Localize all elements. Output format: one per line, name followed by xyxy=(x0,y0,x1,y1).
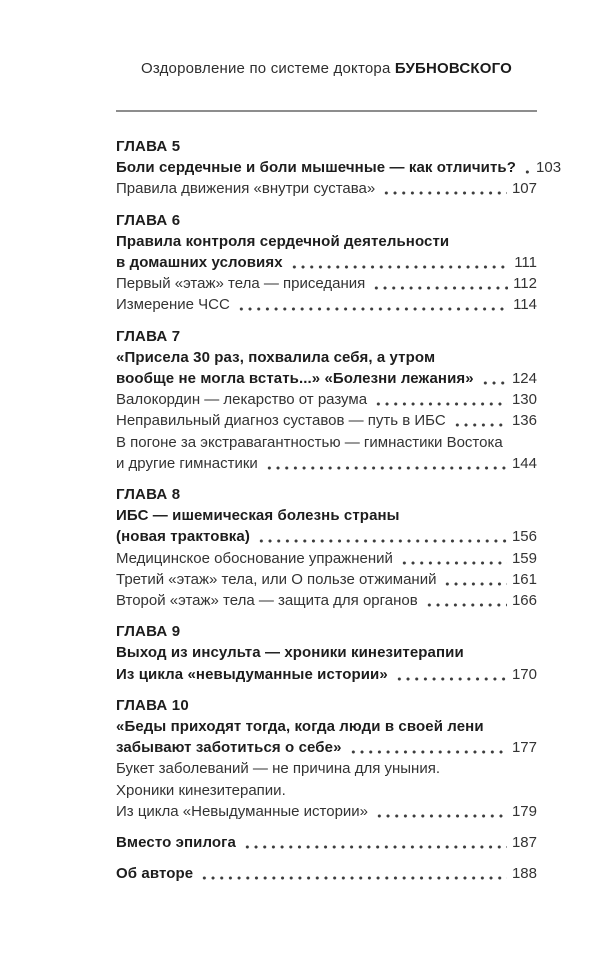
page-number: 156 xyxy=(511,528,537,546)
toc-entry-text: и другие гимнастики xyxy=(116,454,258,472)
toc-entry-text: Из цикла «невыдуманные истории» xyxy=(116,665,388,683)
toc-entry-line xyxy=(116,569,537,590)
toc-section xyxy=(116,621,537,685)
dot-leader xyxy=(257,526,507,547)
page-number: 144 xyxy=(511,454,537,472)
dot-leader xyxy=(425,590,507,611)
toc-entry-text: Правила контроля сердечной деятельности xyxy=(116,232,450,250)
toc-entry-text: Выход из инсульта — хроники кинезитерапии xyxy=(116,644,464,662)
toc-entry-text: Из цикла «Невыдуманные истории» xyxy=(116,802,369,820)
toc-entry-text: Медицинское обоснование упражнений xyxy=(116,549,393,567)
toc-entry-text: Об авторе xyxy=(116,865,194,883)
dot-leader xyxy=(200,863,507,884)
dot-leader xyxy=(265,453,507,474)
toc-section xyxy=(116,210,537,316)
toc-entry-line xyxy=(116,368,537,389)
toc-entry-text: Правила движения «внутри сустава» xyxy=(116,180,376,198)
running-header-text: Оздоровление по системе доктора xyxy=(140,60,395,77)
page-number: 187 xyxy=(511,834,537,852)
chapter-heading: ГЛАВА 5 xyxy=(116,138,181,155)
running-header xyxy=(116,58,537,80)
dot-leader xyxy=(400,548,507,569)
page-number: 166 xyxy=(511,592,537,610)
dot-leader xyxy=(290,252,510,273)
dot-leader xyxy=(395,664,507,685)
toc-entry-text: Валокордин — лекарство от разума xyxy=(116,391,368,409)
toc-entry-line xyxy=(116,548,537,569)
page-number: 159 xyxy=(511,549,537,567)
toc-entry-line xyxy=(116,252,537,273)
toc-entry-line xyxy=(116,231,537,252)
toc-entry-text: Хроники кинезитерапии. xyxy=(116,781,286,799)
page-number: 177 xyxy=(511,739,537,757)
dot-leader xyxy=(481,368,507,389)
toc-entry-line xyxy=(116,737,537,758)
toc-section xyxy=(116,863,537,884)
page-number: 107 xyxy=(511,180,537,198)
chapter-heading: ГЛАВА 8 xyxy=(116,486,181,504)
dot-leader xyxy=(375,801,507,822)
toc-entry-line xyxy=(116,642,537,663)
page-number: 179 xyxy=(511,802,537,820)
toc-entry-line xyxy=(116,347,537,368)
table-of-contents xyxy=(116,136,562,885)
toc-section xyxy=(116,136,562,200)
toc-entry-text: Третий «этаж» тела, или О пользе отжиманий xyxy=(116,570,437,588)
toc-entry-line xyxy=(116,157,562,178)
page-number: 136 xyxy=(511,412,537,430)
toc-entry-line xyxy=(116,832,537,853)
toc-entry-line xyxy=(116,389,537,410)
page-number: 114 xyxy=(513,296,537,314)
toc-entry-line xyxy=(116,505,537,526)
toc-entry-line xyxy=(116,294,537,315)
toc-entry-text: ИБС — ишемическая болезнь страны xyxy=(116,507,400,525)
toc-entry-line xyxy=(116,664,537,685)
page-number: 170 xyxy=(511,665,537,683)
page-number: 161 xyxy=(511,570,537,588)
dot-leader xyxy=(349,737,507,758)
toc-entry-text: Неправильный диагноз суставов — путь в ИБС xyxy=(116,412,446,430)
toc-entry-text: вообще не могла встать...» «Болезни лежания» xyxy=(116,370,474,388)
toc-section xyxy=(116,484,537,611)
toc-entry-text: Боли сердечные и боли мышечные — как отличить? xyxy=(116,159,517,177)
toc-entry-line xyxy=(116,432,537,453)
toc-entry-text: (новая трактовка) xyxy=(116,528,250,546)
toc-entry-line xyxy=(116,863,537,884)
toc-entry-line xyxy=(116,273,537,294)
dot-leader xyxy=(372,273,508,294)
toc-entry-line xyxy=(116,780,537,801)
toc-entry-text: «Беды приходят тогда, когда люди в своей лени xyxy=(116,718,484,736)
chapter-heading: ГЛАВА 6 xyxy=(116,211,181,229)
header-rule xyxy=(116,110,537,112)
dot-leader xyxy=(382,178,507,199)
toc-entry-line xyxy=(116,758,537,779)
chapter-heading: ГЛАВА 10 xyxy=(116,696,189,714)
toc-entry-line xyxy=(116,526,537,547)
toc-entry-text: Измерение ЧСС xyxy=(116,296,230,314)
toc-entry-text: В погоне за экстравагантностью — гимнастики Востока xyxy=(116,433,503,451)
page-number: 130 xyxy=(511,391,537,409)
toc-section xyxy=(116,326,537,474)
dot-leader xyxy=(243,832,507,853)
toc-entry-line xyxy=(116,801,537,822)
toc-entry-line xyxy=(116,716,537,737)
toc-section xyxy=(116,832,537,853)
dot-leader xyxy=(523,157,531,178)
page-number: 188 xyxy=(511,865,537,883)
chapter-heading: ГЛАВА 9 xyxy=(116,623,181,641)
toc-entry-text: Второй «этаж» тела — защита для органов xyxy=(116,592,418,610)
page-number: 112 xyxy=(513,275,537,293)
dot-leader xyxy=(374,389,507,410)
toc-entry-text: Первый «этаж» тела — приседания xyxy=(116,275,366,293)
toc-entry-line xyxy=(116,178,537,199)
toc-entry-text: забывают заботиться о себе» xyxy=(116,739,342,757)
toc-entry-line xyxy=(116,410,537,431)
running-header-author: БУБНОВСКОГО xyxy=(394,60,512,77)
toc-entry-line xyxy=(116,590,537,611)
dot-leader xyxy=(237,294,508,315)
toc-section xyxy=(116,695,537,822)
toc-entry-text: в домашних условиях xyxy=(116,254,283,272)
page-number: 124 xyxy=(511,370,537,388)
page-number: 103 xyxy=(536,159,562,177)
toc-entry-line xyxy=(116,453,537,474)
dot-leader xyxy=(443,569,507,590)
toc-entry-text: Букет заболеваний — не причина для уныния. xyxy=(116,760,441,778)
toc-entry-text: Вместо эпилога xyxy=(116,834,236,852)
page-number: 111 xyxy=(514,254,537,272)
chapter-heading: ГЛАВА 7 xyxy=(116,327,181,345)
dot-leader xyxy=(453,410,507,431)
toc-entry-text: «Присела 30 раз, похвалила себя, а утром xyxy=(116,348,436,366)
